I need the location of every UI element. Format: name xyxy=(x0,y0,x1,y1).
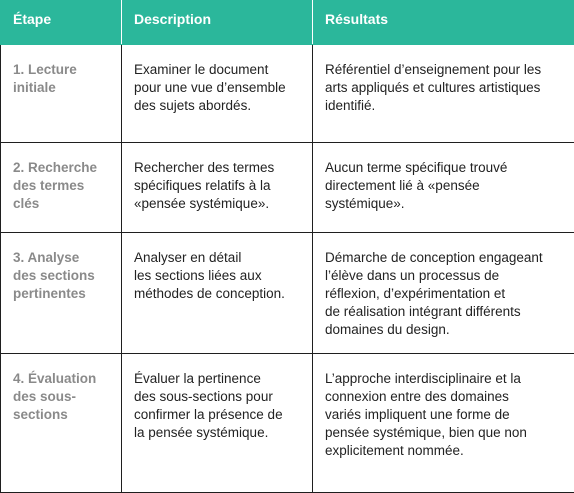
header-description: Description xyxy=(122,1,313,45)
result-cell: Aucun terme spécifique trouvé directement lié à «pensée systémique». xyxy=(313,143,574,233)
description-cell: Rechercher des termes spécifiques relatifs à la «pensée systémique». xyxy=(122,143,313,233)
table-row xyxy=(1,45,574,143)
description-cell: Analyser en détail les sections liées aux méthodes de conception. xyxy=(122,233,313,354)
header-etape: Étape xyxy=(1,1,122,45)
step-label: 2. Recherche des termes clés xyxy=(13,160,97,211)
result-cell: Référentiel d’enseignement pour les arts appliqués et cultures artistiques identifié. xyxy=(313,45,574,143)
description-cell: Examiner le document pour une vue d’ensemble des sujets abordés. xyxy=(122,45,313,143)
table-body xyxy=(1,45,574,493)
table-header xyxy=(1,1,574,45)
step-cell xyxy=(1,45,122,143)
step-cell xyxy=(1,233,122,354)
step-cell xyxy=(1,143,122,233)
step-label: 1. Lecture initiale xyxy=(13,62,77,95)
table-row xyxy=(1,354,574,493)
result-cell: L’approche interdisciplinaire et la connexion entre des domaines variés impliquent une forme de pensée systémique, bien que non explicitement nommée. xyxy=(313,354,574,493)
result-cell: Démarche de conception engageant l’élève dans un processus de réflexion, d’expérimentation et de réalisation intégrant différents domaines du design. xyxy=(313,233,574,354)
step-label: 3. Analyse des sections pertinentes xyxy=(13,250,95,301)
header-row xyxy=(1,1,574,45)
step-label: 4. Évaluation des sous- sections xyxy=(13,371,96,422)
header-resultats: Résultats xyxy=(313,1,574,45)
table-row xyxy=(1,233,574,354)
step-cell xyxy=(1,354,122,493)
description-cell: Évaluer la pertinence des sous-sections pour confirmer la présence de la pensée systémique. xyxy=(122,354,313,493)
table-row xyxy=(1,143,574,233)
